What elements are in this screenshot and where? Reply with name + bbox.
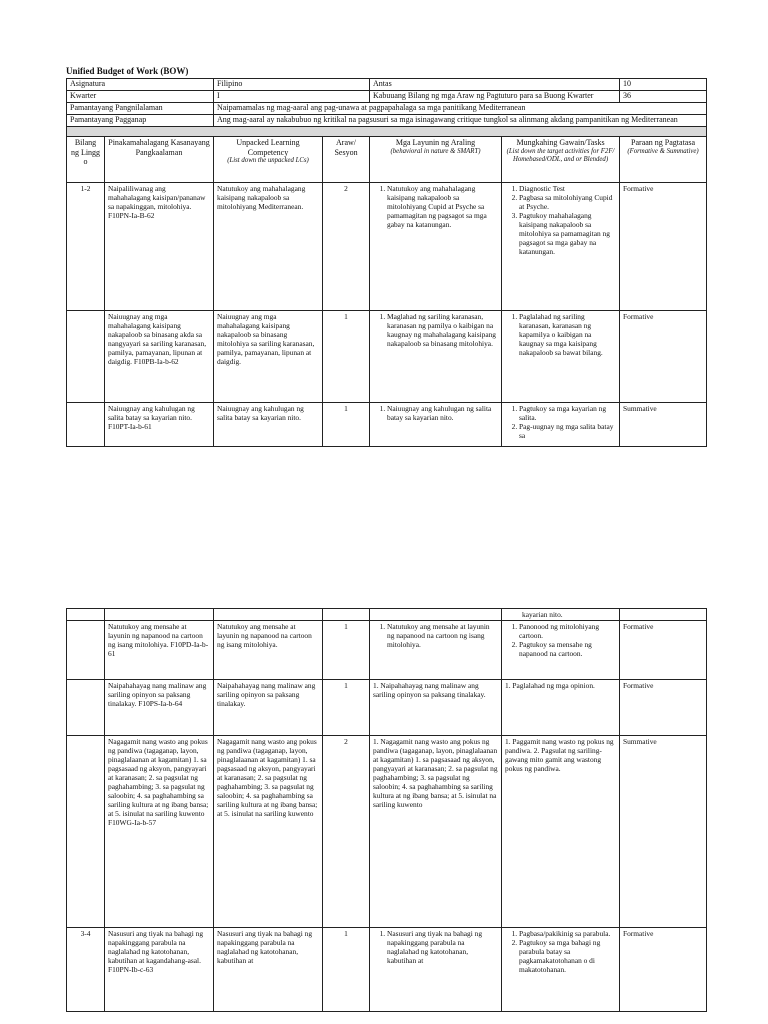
days-cell: 1 <box>323 621 370 680</box>
list-item: 2. Pagtukoy sa mga bahagi ng parabula batay sa pagkamakatotohanan o di makatotohanan. <box>519 938 616 974</box>
list-item: 2. Pagtukoy sa mensahe ng napanood na cartoon. <box>519 640 616 658</box>
pangnilalaman-value: Naipamamalas ng mag-aaral ang pag-unawa at pagpapahalaga sa mga panitikang Mediterranean <box>214 103 707 115</box>
objectives-cell: 1. Nagagamit nang wasto ang pokus ng pandiwa (tagaganap, layon, pinaglalaanan at kagamitan) 1. sa pagsasaad ng aksyon, pangyayari at karanasan; 2. sa pagsulat ng paghahambing; 3. sa pagsulat ng saloobin; 4. sa paghahambing sa sariling kultura at ng ibang bansa; at 5. isinulat na sariling kuwento <box>370 736 502 928</box>
tasks-cell <box>502 621 620 680</box>
mela-cell: Naipahahayag nang malinaw ang sariling opinyon sa paksang tinalakay. F10PS-Ia-b-64 <box>105 680 214 736</box>
info-row-pagganap <box>67 115 707 127</box>
unpacked-cell: Nasusuri ang tiyak na bahagi ng napakinggang parabula na naglalahad ng katotohanan, kabutihan at <box>214 928 323 1012</box>
carry-over-row <box>67 609 707 621</box>
list-item: 1. Natutukoy ang mensahe at layunin ng napanood na cartoon ng isang mitolohiya. <box>387 622 498 649</box>
assessment-cell: Summative <box>620 403 707 447</box>
info-row-asignatura <box>67 79 707 91</box>
list-item: 1. Pagtukoy sa mga kayarian ng salita. <box>519 404 616 422</box>
tasks-cell <box>502 928 620 1012</box>
unpacked-cell: Naiuugnay ang mga mahahalagang kaisipang nakapaloob sa binasang mitolohiya sa sariling karanasan, pamilya, pamayanan, lipunan at daigdig. <box>214 311 323 403</box>
objectives-cell <box>370 183 502 311</box>
unpacked-cell: Natutukoy ang mahahalagang kaisipang nakapaloob sa mitolohiyang Mediterranean. <box>214 183 323 311</box>
table-row <box>67 928 707 1012</box>
week-cell <box>67 403 105 447</box>
objectives-cell <box>370 621 502 680</box>
budget-of-work-table-part-2 <box>66 608 707 1012</box>
info-row-kwarter <box>67 91 707 103</box>
info-row-pangnilalaman <box>67 103 707 115</box>
assessment-cell: Formative <box>620 621 707 680</box>
pagganap-label: Pamantayang Pagganap <box>67 115 214 127</box>
assessment-cell: Summative <box>620 736 707 928</box>
days-cell: 1 <box>323 928 370 1012</box>
list-item: 1. Diagnostic Test <box>519 184 616 193</box>
table-row <box>67 403 707 447</box>
table-row <box>67 311 707 403</box>
mela-cell: Naiuugnay ang mga mahahalagang kaisipang nakapaloob sa binasang akda sa nangyayari sa sariling karanasan, pamilya, pamayanan, lipunan at daigdig. F10PB-Ia-b-62 <box>105 311 214 403</box>
week-cell <box>67 621 105 680</box>
assessment-cell: Formative <box>620 311 707 403</box>
week-cell: 1-2 <box>67 183 105 311</box>
table-row <box>67 680 707 736</box>
table-row <box>67 736 707 928</box>
kwarter-value: I <box>214 91 370 103</box>
antas-value: 10 <box>620 79 707 91</box>
pagganap-value: Ang mag-aaral ay nakabubuo ng kritikal na pagsusuri sa mga isinagawang critique tungkol sa alinmang akdang pampanitikan ng Mediterranean <box>214 115 707 127</box>
objectives-cell <box>370 928 502 1012</box>
header-unpacked-lc: Unpacked Learning Competency (List down the unpacked LCs) <box>214 137 323 183</box>
list-item: 1. Maglahad ng sariling karanasan, karanasan ng pamilya o kaibigan na kaugnay ng mahahalagang kaisipang nakapaloob sa binasang mitolohiya. <box>387 312 498 348</box>
header-pinakamahalagang-kasanayan: Pinakamahalagang Kasanayang Pangkaalaman <box>105 137 214 183</box>
tasks-cell <box>502 183 620 311</box>
objectives-cell: 1. Naipahahayag nang malinaw ang sariling opinyon sa paksang tinalakay. <box>370 680 502 736</box>
list-item: 2. Pag-uugnay ng mga salita batay sa <box>519 422 616 440</box>
list-item: 1. Paglalahad ng sariling karanasan, karanasan ng kapamilya o kaibigan na kaugnay sa mga kaisipang nakapaloob sa bawat bilang. <box>519 312 616 357</box>
asignatura-value: Filipino <box>214 79 370 91</box>
unpacked-cell: Naipahahayag nang malinaw ang sariling opinyon sa paksang tinalakay. <box>214 680 323 736</box>
pangnilalaman-label: Pamantayang Pangnilalaman <box>67 103 214 115</box>
assessment-cell: Formative <box>620 183 707 311</box>
table-row <box>67 621 707 680</box>
objectives-cell <box>370 403 502 447</box>
days-cell: 2 <box>323 736 370 928</box>
header-gawain: Mungkahing Gawain/Tasks (List down the target activities for F2F/ Homebased/ODL, and or Blended) <box>502 137 620 183</box>
kwarter-label: Kwarter <box>67 91 214 103</box>
list-item: 2. Pagbasa sa mitolohiyang Cupid at Psyche. <box>519 193 616 211</box>
column-header-row <box>67 137 707 183</box>
list-item: 1. Pagbasa/pakikinig sa parabula. <box>519 929 616 938</box>
week-cell <box>67 680 105 736</box>
tasks-cell: 1. Paglalahad ng mga opinion. <box>502 680 620 736</box>
days-cell: 1 <box>323 403 370 447</box>
table-row <box>67 183 707 311</box>
unpacked-cell: Natutukoy ang mensahe at layunin ng napanood na cartoon ng isang mitolohiya. <box>214 621 323 680</box>
tasks-cell <box>502 311 620 403</box>
tasks-cell: 1. Paggamit nang wasto ng pokus ng pandiwa. 2. Pagsulat ng sariling-gawang mito gamit ang wastong pokus ng pandiwa. <box>502 736 620 928</box>
header-bilang-ng-linggo: Bilang ng Lingg o <box>67 137 105 183</box>
carry-over-cell: kayarian nito. <box>502 609 620 621</box>
list-item: 1. Naiuugnay ang kahulugan ng salita batay sa kayarian nito. <box>387 404 498 422</box>
kabuuang-value: 36 <box>620 91 707 103</box>
list-item: 1. Panonood ng mitolohiyang cartoon. <box>519 622 616 640</box>
mela-cell: Nagagamit nang wasto ang pokus ng pandiwa (tagaganap, layon, pinaglalaanan at kagamitan) 1. sa pagsasaad ng aksyon, pangyayari at karanasan; 2. sa pagsulat ng paghahambing; 3. sa pagsulat ng saloobin; 4. sa paghahambing sa sariling kultura at ng ibang bansa; at 5. isinulat na sariling kuwento F10WG-Ia-b-57 <box>105 736 214 928</box>
assessment-cell: Formative <box>620 680 707 736</box>
mela-cell: Natutukoy ang mensahe at layunin ng napanood na cartoon ng isang mitolohiya. F10PD-Ia-b-61 <box>105 621 214 680</box>
asignatura-label: Asignatura <box>67 79 214 91</box>
list-item: 3. Pagtukoy mahahalagang kaisipang nakapaloob sa mitolohiya sa pamamagitan ng pagsagot sa mga gabay na katanungan. <box>519 211 616 256</box>
week-cell <box>67 311 105 403</box>
budget-of-work-table-part-1 <box>66 78 707 447</box>
header-araw-sesyon: Araw/ Sesyon <box>323 137 370 183</box>
header-layunin: Mga Layunin ng Araling (behavioral in nature & SMART) <box>370 137 502 183</box>
spacer-row <box>67 127 707 137</box>
document-title: Unified Budget of Work (BOW) <box>66 66 189 76</box>
kabuuang-label: Kabuuang Bilang ng mga Araw ng Pagtuturo para sa Buong Kwarter <box>370 91 620 103</box>
mela-cell: Nasusuri ang tiyak na bahagi ng napakinggang parabula na naglalahad ng katotohanan, kabutihan at kagandahang-asal. F10PN-Ib-c-63 <box>105 928 214 1012</box>
objectives-cell <box>370 311 502 403</box>
unpacked-cell: Nagagamit nang wasto ang pokus ng pandiwa (tagaganap, layon, pinaglalaanan at kagamitan) 1. sa pagsasaad ng aksyon, pangyayari at karanasan; 2. sa pagsulat ng paghahambing; 3. sa pagsulat ng saloobin; 4. sa paghahambing sa sariling kultura at ng ibang bansa; at 5. isinulat na sariling kuwento <box>214 736 323 928</box>
antas-label: Antas <box>370 79 620 91</box>
week-cell <box>67 736 105 928</box>
unpacked-cell: Naiuugnay ang kahulugan ng salita batay sa kayarian nito. <box>214 403 323 447</box>
list-item: 1. Natutukoy ang mahahalagang kaisipang nakapaloob sa mitolohiyang Cupid at Psyche sa pamamagitan ng pagsagot sa mga gabay na katanungan. <box>387 184 498 229</box>
tasks-cell <box>502 403 620 447</box>
days-cell: 1 <box>323 311 370 403</box>
days-cell: 1 <box>323 680 370 736</box>
list-item: 1. Nasusuri ang tiyak na bahagi ng napakinggang parabula na naglalahad ng katotohanan, kabutihan at <box>387 929 498 965</box>
days-cell: 2 <box>323 183 370 311</box>
mela-cell: Naiuugnay ang kahulugan ng salita batay sa kayarian nito. F10PT-Ia-b-61 <box>105 403 214 447</box>
assessment-cell: Formative <box>620 928 707 1012</box>
mela-cell: Naipaliliwanag ang mahahalagang kaisipan/pananaw sa napakinggan, mitolohiya. F10PN-Ia-B-62 <box>105 183 214 311</box>
header-pagtatasa: Paraan ng Pagtatasa (Formative & Summative) <box>620 137 707 183</box>
week-cell: 3-4 <box>67 928 105 1012</box>
